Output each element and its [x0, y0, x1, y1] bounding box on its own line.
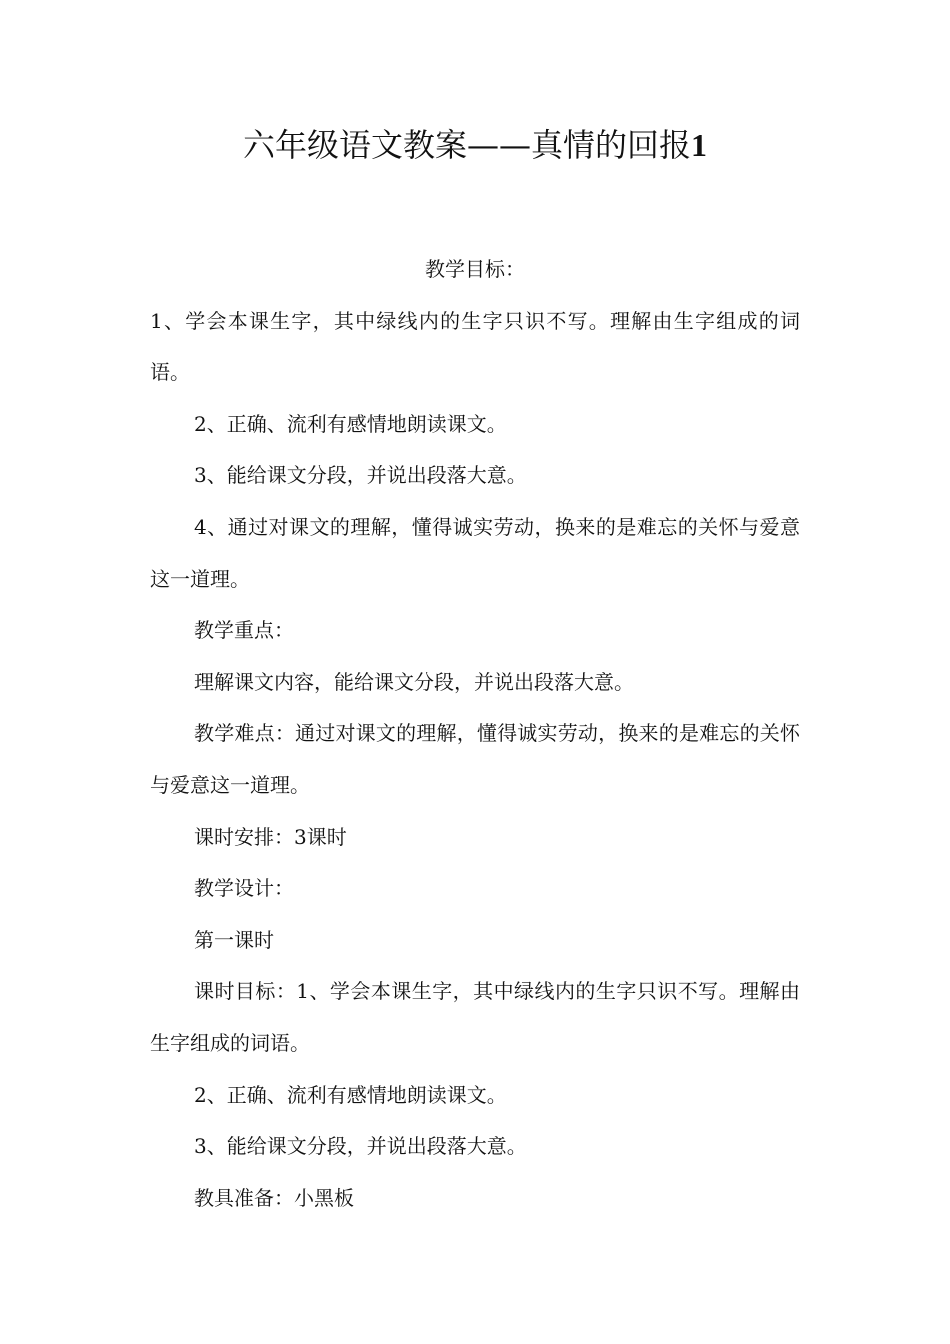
- document-title: [0, 120, 950, 170]
- document-body: [150, 244, 800, 1224]
- schedule: 课时安排：3课时: [194, 824, 347, 849]
- heading-teaching-goals: 教学目标：: [425, 257, 525, 281]
- goal-2: 2、正确、流利有感情地朗读课文。: [194, 411, 507, 436]
- heading-key-points: 教学重点：: [194, 618, 294, 643]
- lesson-goal-2: 2、正确、流利有感情地朗读课文。: [194, 1082, 507, 1107]
- lesson-goal-3: 3、能给课文分段，并说出段落大意。: [194, 1134, 527, 1159]
- difficult-points: 教学难点：通过对课文的理解，懂得诚实劳动，换来的是难忘的关怀与爱意这一道理。: [150, 721, 800, 797]
- lesson-goal-1: 课时目标：1、学会本课生字，其中绿线内的生字只识不写。理解由生字组成的词语。: [150, 979, 800, 1055]
- heading-design: 教学设计：: [194, 876, 294, 901]
- teaching-aids: 教具准备：小黑板: [194, 1185, 354, 1210]
- title-number: 1: [691, 127, 707, 163]
- goal-3: 3、能给课文分段，并说出段落大意。: [194, 463, 527, 488]
- key-points-text: 理解课文内容，能给课文分段，并说出段落大意。: [194, 669, 634, 694]
- goal-4: 4、通过对课文的理解，懂得诚实劳动，换来的是难忘的关怀与爱意这一道理。: [150, 514, 800, 591]
- title-text: 六年级语文教案——真情的回报: [242, 126, 691, 164]
- goal-1: 1、学会本课生字，其中绿线内的生字只识不写。理解由生字组成的词语。: [150, 308, 800, 385]
- lesson-one: 第一课时: [194, 927, 274, 952]
